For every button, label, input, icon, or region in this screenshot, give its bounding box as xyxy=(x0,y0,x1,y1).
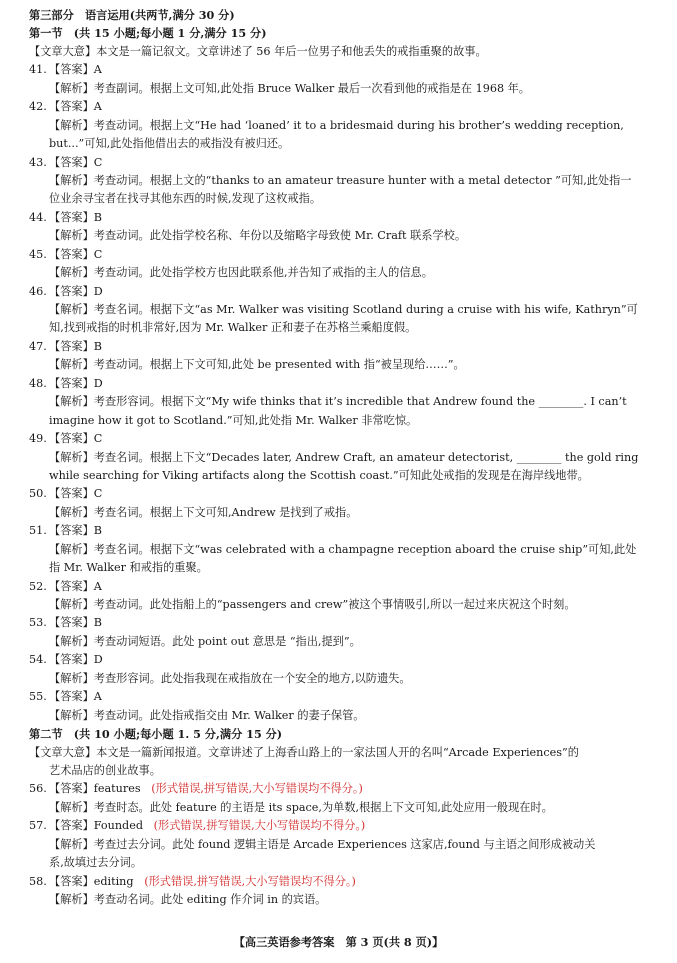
explanation-line: 系,故填过去分词。 xyxy=(49,856,143,870)
question-number: 43. xyxy=(29,155,47,169)
answer-line xyxy=(29,651,653,669)
explanation-line: 【解析】考查动词。此处指学校方也因此联系他,并告知了戒指的主人的信息。 xyxy=(49,266,433,280)
section2-summary-line-2: 艺术品店的创业故事。 xyxy=(49,763,161,777)
section2-items xyxy=(29,780,653,909)
section2-title: 第二节 (共 10 小题;每小题 1. 5 分,满分 15 分) xyxy=(29,727,283,742)
question-number: 44. xyxy=(29,210,47,224)
question-number: 42. xyxy=(29,100,47,114)
spacer xyxy=(134,875,145,888)
explanation-line: 知,找到戒指的时机非常好,因为 Mr. Walker 正和妻子在苏格兰乘船度假。 xyxy=(49,321,417,335)
answer-line xyxy=(29,98,653,116)
explanation-line: 【解析】考查形容词。此处指我现在戒指放在一个安全的地方,以防遗失。 xyxy=(49,671,411,685)
answer-text: 【答案】A xyxy=(49,579,102,593)
explanation-line: 【解析】考查名词。根据下文“was celebrated with a champagne reception aboard the cruise ship”可知,此处 xyxy=(49,542,637,556)
answer-text: 【答案】D xyxy=(49,284,103,298)
explanation-line: 位业余寻宝者在找寻其他东西的时候,发现了这枚戒指。 xyxy=(49,192,322,206)
question-number: 48. xyxy=(29,376,47,390)
explanation-line: 【解析】考查动词。此处指戒指交由 Mr. Walker 的妻子保管。 xyxy=(49,708,365,722)
explanation-line: 【解析】考查动词。根据上文“He had ‘loaned’ it to a bridesmaid during his brother’s wedding reception, xyxy=(49,118,624,132)
answer-line xyxy=(29,688,653,706)
explanation-line: 【解析】考查过去分词。此处 found 逻辑主语是 Arcade Experiences 这家店,found 与主语之间形成被动关 xyxy=(49,837,596,851)
explanation-line: 【解析】考查形容词。根据下文“My wife thinks that it’s incredible that Andrew found the ________. I can’t xyxy=(49,395,627,409)
question-number: 51. xyxy=(29,524,47,538)
explanation-line: but...”可知,此处指他借出去的戒指没有被归还。 xyxy=(49,137,290,151)
answer-line xyxy=(29,780,653,798)
explanation-line: 【解析】考查动词短语。此处 point out 意思是 “指出,提到”。 xyxy=(49,634,361,648)
explanation-line: 【解析】考查动名词。此处 editing 作介词 in 的宾语。 xyxy=(49,893,327,906)
explanation-line: 【解析】考查动词。此处指学校名称、年份以及缩略字母致使 Mr. Craft 联系学校。 xyxy=(49,229,467,243)
spacer xyxy=(143,819,154,832)
question-number: 55. xyxy=(29,690,47,704)
answer-text: 【答案】A xyxy=(49,100,102,114)
answer-line xyxy=(29,209,653,227)
answer-text: 【答案】C xyxy=(49,247,103,261)
explanation-line: 【解析】考查动词。此处指船上的“passengers and crew”被这个事情吸引,所以一起过来庆祝这个时刻。 xyxy=(49,598,576,611)
question-number: 45. xyxy=(29,247,47,261)
answer-text: 【答案】editing xyxy=(49,874,134,888)
answer-text: 【答案】B xyxy=(49,524,102,538)
question-number: 56. xyxy=(29,782,47,796)
grading-note: (形式错误,拼写错误,大小写错误均不得分。) xyxy=(144,874,356,888)
explanation-line: imagine how it got to Scotland.”可知,此处指 Mr. Walker 非常吃惊。 xyxy=(49,413,418,427)
spacer xyxy=(141,782,152,795)
answer-text: 【答案】C xyxy=(49,487,103,501)
answer-line xyxy=(29,817,653,835)
answer-text: 【答案】B xyxy=(49,616,102,630)
answer-line xyxy=(29,578,653,596)
grading-note: (形式错误,拼写错误,大小写错误均不得分。) xyxy=(151,782,363,796)
question-number: 46. xyxy=(29,284,47,298)
answer-line xyxy=(29,283,653,301)
explanation-line: 【解析】考查名词。根据上下文“Decades later, Andrew Craft, an amateur detectorist, ________ the gold ring xyxy=(49,450,639,464)
explanation-line: 【解析】考查副词。根据上文可知,此处指 Bruce Walker 最后一次看到他的戒指是在 1968 年。 xyxy=(49,81,530,95)
answer-line xyxy=(29,154,653,172)
answer-text: 【答案】B xyxy=(49,339,102,353)
answer-text: 【答案】D xyxy=(49,376,103,390)
answer-line xyxy=(29,375,653,393)
question-number: 53. xyxy=(29,616,47,630)
explanation-line: 【解析】考查时态。此处 feature 的主语是 its space,为单数,根据上下文可知,此处应用一般现在时。 xyxy=(49,800,553,814)
section1-items xyxy=(29,61,653,725)
section1-summary: 【文章大意】本文是一篇记叙文。文章讲述了 56 年后一位男子和他丢失的戒指重聚的故事。 xyxy=(29,44,487,58)
answer-line xyxy=(29,522,653,540)
explanation-line: while searching for Viking artifacts along the Scottish coast.”可知此处戒指的发现是在海岸线地带。 xyxy=(49,468,589,482)
answer-line xyxy=(29,614,653,632)
explanation-line: 【解析】考查动词。根据上文的“thanks to an amateur treasure hunter with a metal detector ”可知,此处指一 xyxy=(49,173,632,187)
page-content xyxy=(29,6,653,909)
section2-summary-line-1: 【文章大意】本文是一篇新闻报道。文章讲述了上海香山路上的一家法国人开的名叫“Arcade Experiences”的 xyxy=(29,745,579,759)
answer-text: 【答案】features xyxy=(49,782,141,796)
question-number: 41. xyxy=(29,63,47,77)
answer-line xyxy=(29,338,653,356)
part-title: 第三部分 语言运用(共两节,满分 30 分) xyxy=(29,8,235,22)
answer-line xyxy=(29,485,653,503)
answer-line xyxy=(29,61,653,79)
page-footer: 【高三英语参考答案 第 3 页(共 8 页)】 xyxy=(233,935,444,949)
section1-title: 第一节 (共 15 小题;每小题 1 分,满分 15 分) xyxy=(29,26,267,41)
explanation-line: 指 Mr. Walker 和戒指的重聚。 xyxy=(49,561,208,575)
question-number: 58. xyxy=(29,874,47,888)
question-number: 57. xyxy=(29,819,47,833)
answer-line xyxy=(29,246,653,264)
answer-text: 【答案】B xyxy=(49,210,102,224)
answer-text: 【答案】D xyxy=(49,653,103,667)
answer-text: 【答案】C xyxy=(49,432,103,446)
explanation-line: 【解析】考查动词。根据上下文可知,此处 be presented with 指“被呈现给……”。 xyxy=(49,358,465,372)
answer-text: 【答案】A xyxy=(49,63,102,77)
explanation-line: 【解析】考查名词。根据上下文可知,Andrew 是找到了戒指。 xyxy=(49,505,358,519)
grading-note: (形式错误,拼写错误,大小写错误均不得分。) xyxy=(153,819,366,833)
question-number: 49. xyxy=(29,432,47,446)
answer-line xyxy=(29,430,653,448)
answer-text: 【答案】C xyxy=(49,155,103,169)
question-number: 52. xyxy=(29,579,47,593)
explanation-line: 【解析】考查名词。根据下文“as Mr. Walker was visiting Scotland during a cruise with his wife, Kathryn”可 xyxy=(49,303,638,316)
answer-line xyxy=(29,873,653,891)
question-number: 50. xyxy=(29,487,47,501)
question-number: 47. xyxy=(29,339,47,353)
answer-text: 【答案】Founded xyxy=(49,819,143,833)
question-number: 54. xyxy=(29,653,47,667)
answer-text: 【答案】A xyxy=(49,690,102,704)
